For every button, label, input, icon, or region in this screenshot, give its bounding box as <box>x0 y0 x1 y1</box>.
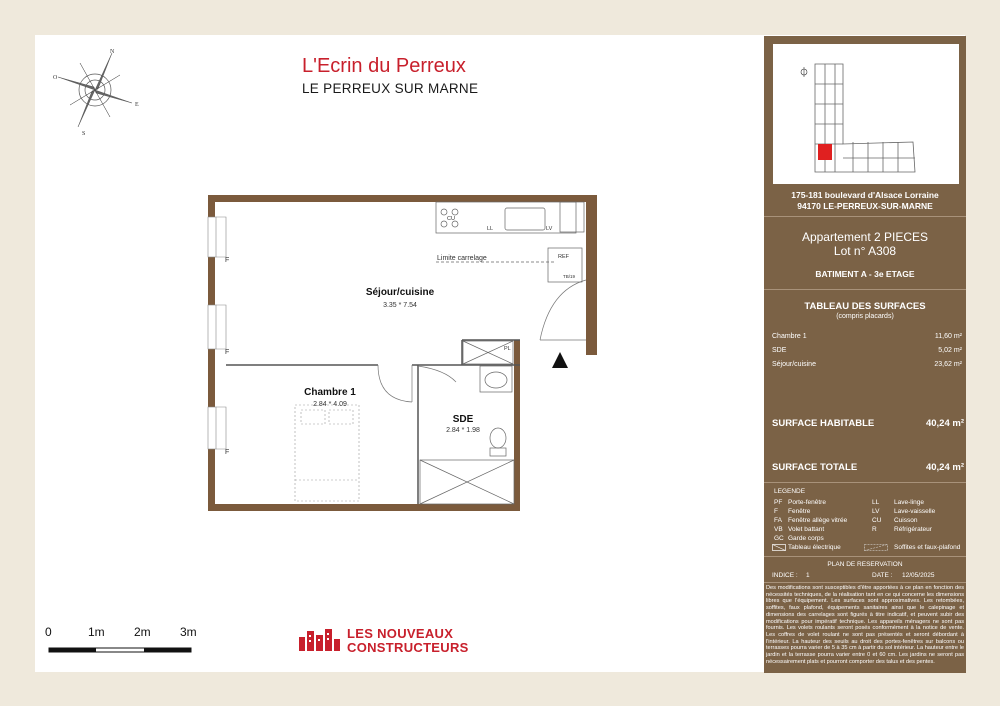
surface-value: 5,02 m² <box>938 347 962 354</box>
legend-tableau: Tableau électrique <box>788 544 841 551</box>
room-dims-sejour: 3.35 * 7.54 <box>383 302 417 309</box>
scale-label-1: 1m <box>88 625 105 639</box>
surface-value: 11,60 m² <box>934 333 962 340</box>
surface-totale-label: SURFACE TOTALE <box>772 462 858 473</box>
surfaces-table-subtitle: (compris placards) <box>836 313 894 320</box>
ref-label: REF <box>558 254 569 260</box>
legend-code: PF <box>774 499 783 506</box>
compass-s: S <box>82 131 86 137</box>
indice-label: INDICE : <box>772 572 798 579</box>
scale-label-3: 3m <box>180 625 197 639</box>
tb-label: TB/19 <box>563 274 576 279</box>
lv-label: LV <box>546 226 553 232</box>
scale-label-0: 0 <box>45 625 52 639</box>
compass-n: N <box>110 49 115 55</box>
electric-panel-icon <box>772 544 786 551</box>
key-plan <box>773 44 959 184</box>
legend-label: Volet battant <box>788 526 825 533</box>
legend-label: Cuisson <box>894 517 918 524</box>
surface-value: 23,62 m² <box>934 361 962 368</box>
info-panel <box>764 36 966 673</box>
window-label-2: F <box>225 349 230 356</box>
surface-totale-row <box>772 462 964 473</box>
scale-bar <box>40 622 210 662</box>
legend-code: VB <box>774 526 783 533</box>
legend-code: GC <box>774 535 784 542</box>
legend-code: F <box>774 508 778 515</box>
limite-carrelage-label: Limite carrelage <box>437 255 487 262</box>
surface-totale-value: 40,24 m² <box>925 462 964 473</box>
room-name-sde: SDE <box>452 414 474 425</box>
logo-line-2: CONSTRUCTEURS <box>347 640 469 655</box>
reservation-title: PLAN DE RESERVATION <box>827 561 903 568</box>
surface-room: Chambre 1 <box>772 333 807 340</box>
address-line-1: 175-181 boulevard d'Alsace Lorraine <box>791 190 939 200</box>
compass-e: E <box>135 102 139 108</box>
surface-habitable-value: 40,24 m² <box>925 418 964 429</box>
left-windows <box>208 217 216 449</box>
scale-label-2: 2m <box>134 625 151 639</box>
legend-label: Fenêtre <box>788 508 811 515</box>
legend-label: Réfrigérateur <box>894 526 932 533</box>
legend-code: LV <box>872 508 880 515</box>
project-title: L'Ecrin du Perreux <box>302 55 466 77</box>
disclaimer-text: Des modifications sont susceptibles d'être apportées à ce plan en fonction des nécessités techniques, de la réalisation tant en ce qui concerne les dimensions libres que l'équipement. Les surfaces sont approximatives. Les retombées, soffites, faux plafond, équipements sanitaires ainsi que le calepinage et dimensions des carrelages sont figurés à titre indicatif, et peuvent subir des modifications pour impératif technique. Les appareils ménagers ne sont pas fournis. Les volets roulants seront posés conformément à la notice de vente. Les coffres de volet roulant ne sont pas présentés et seront débordant à l'intérieur. La hauteur des seuils au droit des portes-fenêtres sur balcons ou terrasses pourra varier de 5 à 35 cm à partir du sol intérieur. La hauteur entre le jardin et la terrasse pourra varier entre 0 et 60 cm. Les jardins ne seront pas nécessairement plats et pourront comporter des talus et des pentes. <box>766 585 964 665</box>
surface-row <box>772 361 962 371</box>
legend-code: CU <box>872 517 882 524</box>
exterior-walls <box>208 195 597 511</box>
window-label-1: F <box>225 257 230 264</box>
kitchen-counter <box>436 202 584 282</box>
ll-label: LL <box>487 226 494 232</box>
legend-code: LL <box>872 499 880 506</box>
building-logo-icon <box>297 627 341 653</box>
cu-label: CU <box>447 216 455 222</box>
legend-label: Fenêtre allège vitrée <box>788 517 848 524</box>
reservation-row <box>768 572 962 582</box>
indice-value: 1 <box>806 572 810 579</box>
surfaces-table-title: TABLEAU DES SURFACES <box>804 301 926 312</box>
apartment-type: Appartement 2 PIECES <box>801 230 929 244</box>
surface-habitable-label: SURFACE HABITABLE <box>772 418 875 429</box>
bed-outline <box>295 405 359 501</box>
legend-label: Garde corps <box>788 535 824 542</box>
compass-rose-icon <box>50 45 140 140</box>
room-name-chambre: Chambre 1 <box>304 387 356 398</box>
legend-title: LEGENDE <box>774 488 806 495</box>
compass-o: O <box>53 75 58 81</box>
project-city: LE PERREUX SUR MARNE <box>302 81 479 96</box>
soffites-icon <box>864 544 888 551</box>
room-dims-sde: 2.84 * 1.98 <box>446 427 480 434</box>
legend-label: Lave-vaisselle <box>894 508 936 515</box>
surface-row <box>772 333 962 343</box>
address-line-2: 94170 LE-PERREUX-SUR-MARNE <box>797 201 933 211</box>
batiment-info: BATIMENT A - 3e ETAGE <box>815 269 915 279</box>
lot-number: Lot n° A308 <box>833 244 897 258</box>
legend-label: Lave-linge <box>894 499 924 506</box>
legend-label: Porte-fenêtre <box>788 499 826 506</box>
window-label-3: F <box>225 449 230 456</box>
legend-code: FA <box>774 517 782 524</box>
surface-habitable-row <box>772 418 964 429</box>
pl-label: PL <box>504 346 511 352</box>
surface-row <box>772 347 962 357</box>
legend-code: R <box>872 526 877 533</box>
entry-arrow-icon <box>552 352 568 368</box>
surface-room: Séjour/cuisine <box>772 361 816 368</box>
date-value: 12/05/2025 <box>902 572 935 579</box>
legend-soffites: Soffites et faux-plafond <box>894 544 961 551</box>
room-dims-chambre: 2.84 * 4.09 <box>313 401 347 408</box>
date-label: DATE : <box>872 572 893 579</box>
logo-line-1: LES NOUVEAUX <box>347 626 454 641</box>
surface-room: SDE <box>772 347 787 354</box>
room-name-sejour: Séjour/cuisine <box>365 287 435 298</box>
floor-plan <box>200 190 600 520</box>
